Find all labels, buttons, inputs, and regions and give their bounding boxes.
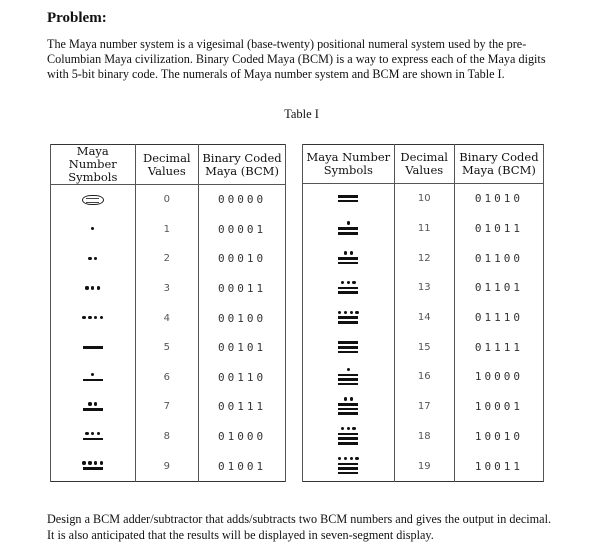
dot-icon: [350, 457, 353, 460]
bcm-cell: 00101: [199, 333, 286, 363]
bar-icon: [338, 467, 358, 470]
table-row: [303, 332, 544, 362]
bar-icon: [338, 195, 358, 198]
dot-icon: [88, 461, 91, 464]
bcm-cell: 01010: [454, 184, 543, 214]
table-row: [303, 214, 544, 244]
maya-numeral-icon: [303, 311, 394, 325]
symbol-cell: [303, 332, 395, 362]
bar-icon: [338, 351, 358, 354]
bcm-cell: 01110: [454, 303, 543, 333]
bar-icon: [83, 467, 103, 470]
header-symbols: Maya Number Symbols: [51, 145, 136, 185]
bcm-cell: 00001: [199, 215, 286, 245]
symbol-cell: [303, 362, 395, 392]
bcm-cell: 00110: [199, 363, 286, 393]
symbol-cell: [303, 422, 395, 452]
table-row: [303, 273, 544, 303]
dot-icon: [350, 311, 353, 314]
maya-numeral-icon: [51, 257, 135, 262]
decimal-cell: 3: [135, 274, 198, 304]
maya-numeral-icon: [51, 461, 135, 470]
bcm-cell: 00000: [199, 185, 286, 215]
bcm-cell: 00100: [199, 303, 286, 333]
header-symbols: Maya Number Symbols: [303, 145, 395, 184]
decimal-cell: 9: [135, 451, 198, 481]
dot-icon: [88, 402, 91, 405]
decimal-cell: 2: [135, 244, 198, 274]
dot-icon: [355, 311, 358, 314]
dot-icon: [100, 316, 103, 319]
bcm-cell: 01000: [199, 422, 286, 452]
bcm-cell: 10011: [454, 451, 543, 481]
decimal-cell: 8: [135, 422, 198, 452]
dot-icon: [344, 251, 347, 254]
decimal-cell: 17: [394, 392, 454, 422]
dot-icon: [85, 286, 88, 289]
bcm-cell: 00011: [199, 274, 286, 304]
symbol-cell: [51, 244, 136, 274]
table-header-row: [51, 145, 286, 185]
dot-icon: [344, 457, 347, 460]
bar-icon: [338, 374, 358, 377]
symbol-cell: [303, 214, 395, 244]
dot-icon: [94, 461, 97, 464]
bar-icon: [338, 463, 358, 466]
bcm-cell: 01011: [454, 214, 543, 244]
bar-icon: [338, 433, 358, 436]
table-row: [303, 392, 544, 422]
bar-icon: [338, 341, 358, 344]
maya-numeral-icon: [51, 227, 135, 232]
maya-numeral-icon: [51, 373, 135, 382]
symbol-cell: [51, 392, 136, 422]
bcm-cell: 01111: [454, 332, 543, 362]
symbol-cell: [303, 184, 395, 214]
decimal-cell: 18: [394, 422, 454, 452]
maya-numeral-icon: [303, 194, 394, 203]
dot-icon: [82, 316, 85, 319]
bar-icon: [338, 200, 358, 203]
symbol-cell: [51, 274, 136, 304]
decimal-cell: 15: [394, 332, 454, 362]
bar-icon: [338, 257, 358, 260]
dot-icon: [85, 432, 88, 435]
bar-icon: [338, 378, 358, 381]
dot-icon: [347, 281, 350, 284]
bar-icon: [338, 412, 358, 415]
dot-icon: [91, 286, 94, 289]
decimal-cell: 4: [135, 303, 198, 333]
dot-icon: [91, 227, 94, 230]
table-row: [51, 363, 286, 393]
decimal-cell: 7: [135, 392, 198, 422]
dot-icon: [88, 257, 91, 260]
bar-icon: [338, 232, 358, 235]
header-decimal: Decimal Values: [135, 145, 198, 185]
maya-numeral-icon: [51, 286, 135, 291]
table-row: [51, 274, 286, 304]
bcm-cell: 00111: [199, 392, 286, 422]
bar-icon: [338, 316, 358, 319]
symbol-cell: [51, 185, 136, 215]
symbol-cell: [51, 303, 136, 333]
bcm-cell: 01101: [454, 273, 543, 303]
dot-icon: [347, 221, 350, 224]
decimal-cell: 5: [135, 333, 198, 363]
symbol-cell: [51, 422, 136, 452]
decimal-cell: 12: [394, 243, 454, 273]
dot-icon: [82, 461, 85, 464]
maya-numeral-icon: [51, 316, 135, 321]
dot-icon: [350, 251, 353, 254]
table-row: [303, 303, 544, 333]
bar-icon: [83, 346, 103, 349]
maya-table: [50, 144, 544, 482]
table-header-row: [303, 145, 544, 184]
dot-icon: [91, 373, 94, 376]
bar-icon: [83, 379, 103, 382]
dot-icon: [350, 397, 353, 400]
dot-icon: [341, 427, 344, 430]
bar-icon: [83, 438, 103, 441]
bar-icon: [338, 442, 358, 445]
decimal-cell: 0: [135, 185, 198, 215]
symbol-cell: [303, 273, 395, 303]
table-row: [51, 244, 286, 274]
bcm-cell: 01100: [454, 243, 543, 273]
decimal-cell: 16: [394, 362, 454, 392]
bar-icon: [338, 408, 358, 411]
bar-icon: [338, 472, 358, 475]
maya-table-right: [302, 144, 544, 482]
bcm-cell: 01001: [199, 451, 286, 481]
intro-paragraph: The Maya number system is a vigesimal (base-twenty) positional numeral system used by the pre-Columbian Maya civilization. Binary Coded Maya (BCM) is a way to express each of the Maya digits with 5-bit binary code. The numerals of Maya number system and BCM are shown in Table I.: [47, 37, 546, 81]
table-row: [51, 303, 286, 333]
maya-numeral-icon: [303, 281, 394, 295]
decimal-cell: 11: [394, 214, 454, 244]
table-row: [303, 184, 544, 214]
maya-numeral-icon: [303, 397, 394, 416]
symbol-cell: [303, 392, 395, 422]
maya-numeral-icon: [51, 402, 135, 411]
table-row: [303, 362, 544, 392]
task-paragraph: Design a BCM adder/subtractor that adds/subtracts two BCM numbers and gives the output in decimal. It is also anticipated that the results will be displayed in seven-segment display.: [47, 512, 552, 542]
dot-icon: [347, 427, 350, 430]
dot-icon: [338, 311, 341, 314]
bcm-cell: 10001: [454, 392, 543, 422]
dot-icon: [344, 397, 347, 400]
table-row: [51, 333, 286, 363]
dot-icon: [97, 432, 100, 435]
bar-icon: [83, 408, 103, 411]
table-row: [51, 451, 286, 481]
dot-icon: [94, 257, 97, 260]
bcm-cell: 00010: [199, 244, 286, 274]
bar-icon: [338, 291, 358, 294]
symbol-cell: [51, 363, 136, 393]
table-row: [51, 185, 286, 215]
symbol-cell: [303, 303, 395, 333]
decimal-cell: 1: [135, 215, 198, 245]
shell-zero-icon: [82, 195, 104, 205]
dot-icon: [341, 281, 344, 284]
decimal-cell: 19: [394, 451, 454, 481]
decimal-cell: 13: [394, 273, 454, 303]
bar-icon: [338, 287, 358, 290]
maya-numeral-icon: [303, 340, 394, 354]
dot-icon: [355, 457, 358, 460]
maya-numeral-icon: [303, 368, 394, 387]
symbol-cell: [51, 333, 136, 363]
table-row: [303, 243, 544, 273]
dot-icon: [352, 427, 355, 430]
header-bcm: Binary Coded Maya (BCM): [199, 145, 286, 185]
symbol-cell: [51, 215, 136, 245]
maya-numeral-icon: [303, 457, 394, 476]
symbol-cell: [303, 451, 395, 481]
symbol-cell: [303, 243, 395, 273]
decimal-cell: 6: [135, 363, 198, 393]
maya-numeral-icon: [303, 251, 394, 265]
bcm-cell: 10010: [454, 422, 543, 452]
table-row: [303, 422, 544, 452]
maya-numeral-icon: [51, 432, 135, 441]
bar-icon: [338, 383, 358, 386]
bar-icon: [338, 346, 358, 349]
header-bcm: Binary Coded Maya (BCM): [454, 145, 543, 184]
bcm-cell: 10000: [454, 362, 543, 392]
symbol-cell: [51, 451, 136, 481]
bar-icon: [338, 262, 358, 265]
maya-table-left: [50, 144, 286, 482]
table-caption: Table I: [284, 107, 319, 121]
header-decimal: Decimal Values: [394, 145, 454, 184]
dot-icon: [94, 402, 97, 405]
bar-icon: [338, 403, 358, 406]
maya-numeral-icon: [51, 345, 135, 350]
dot-icon: [91, 432, 94, 435]
dot-icon: [100, 461, 103, 464]
maya-numeral-icon: [303, 221, 394, 235]
dot-icon: [347, 368, 350, 371]
dot-icon: [97, 286, 100, 289]
dot-icon: [344, 311, 347, 314]
table-row: [51, 422, 286, 452]
dot-icon: [88, 316, 91, 319]
maya-numeral-icon: [303, 427, 394, 446]
bar-icon: [338, 321, 358, 324]
decimal-cell: 14: [394, 303, 454, 333]
decimal-cell: 10: [394, 184, 454, 214]
bar-icon: [338, 437, 358, 440]
dot-icon: [352, 281, 355, 284]
problem-heading: Problem:: [47, 10, 107, 26]
bar-icon: [338, 227, 358, 230]
table-row: [51, 215, 286, 245]
table-row: [51, 392, 286, 422]
dot-icon: [94, 316, 97, 319]
dot-icon: [338, 457, 341, 460]
table-row: [303, 451, 544, 481]
maya-numeral-icon: [51, 195, 135, 205]
